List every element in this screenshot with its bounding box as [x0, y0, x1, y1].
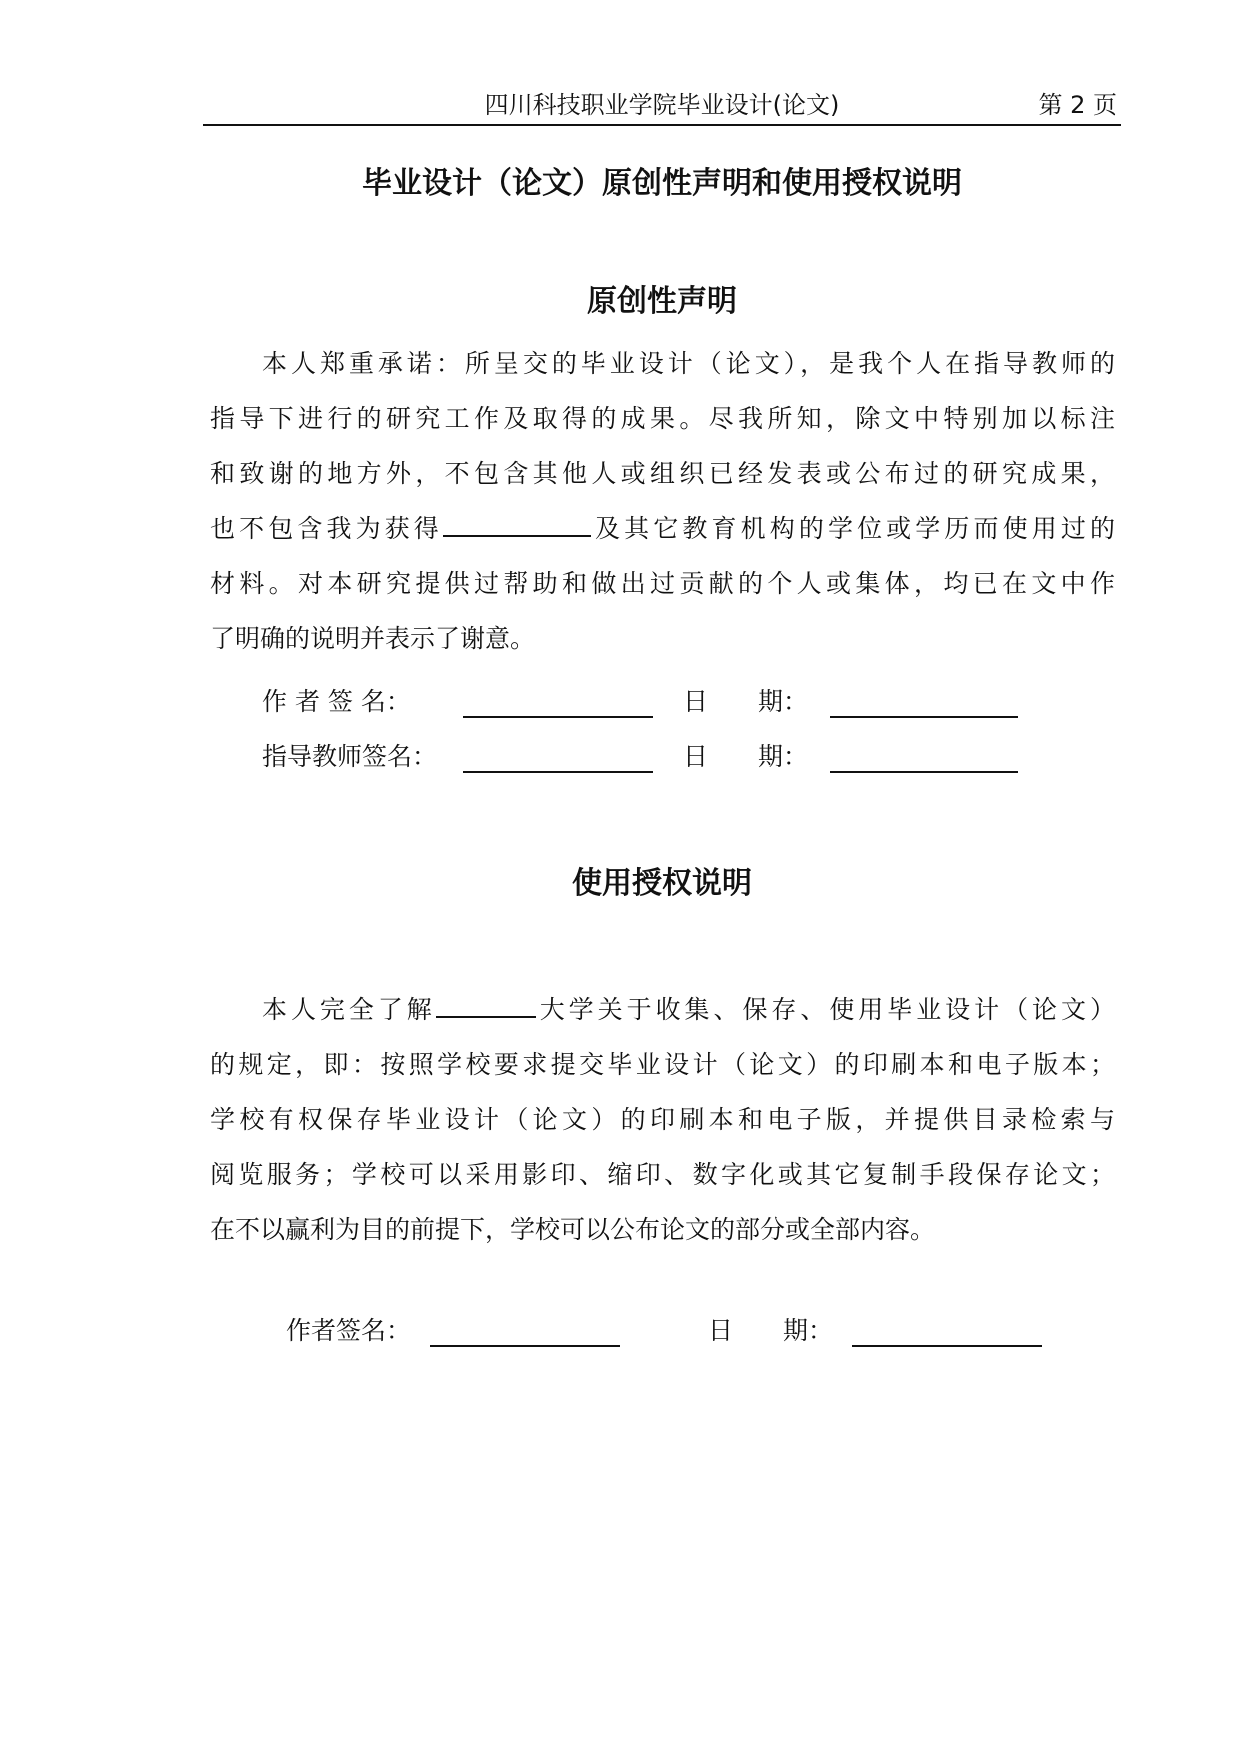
header-title: 四川科技职业学院毕业设计(论文): [484, 91, 840, 119]
originality-line-1: 本人郑重承诺：所呈交的毕业设计（论文），是我个人在指导教师的: [262, 349, 1115, 378]
teacher-signature-label: 指导教师签名：: [262, 742, 438, 771]
teacher-date-label: 日 期：: [683, 742, 809, 771]
author-signature-line[interactable]: [463, 716, 653, 718]
authorization-line-3: 学校有权保存毕业设计（论文）的印刷本和电子版，并提供目录检索与: [210, 1105, 1115, 1134]
authorization-line-1: [262, 982, 1115, 1038]
authorization-line-5: 在不以赢利为目的前提下，学校可以公布论文的部分或全部内容。: [210, 1215, 936, 1244]
authorization-date-label: 日 期：: [708, 1316, 834, 1345]
originality-line-6: 了明确的说明并表示了谢意。: [210, 624, 536, 653]
authorization-signature-row: [0, 1311, 1241, 1351]
authorization-line-1-before: 本人完全了解: [262, 995, 436, 1024]
originality-line-5: 材料。对本研究提供过帮助和做出过贡献的个人或集体，均已在文中作: [210, 569, 1115, 598]
authorization-signature-line[interactable]: [430, 1345, 620, 1347]
page-number: 第 2 页: [1038, 91, 1117, 119]
authorization-signature-label: 作者签名：: [286, 1316, 412, 1345]
author-signature-row: [0, 682, 1241, 722]
degree-blank[interactable]: [443, 513, 591, 537]
teacher-signature-line[interactable]: [463, 771, 653, 773]
authorization-heading: 使用授权说明: [572, 866, 752, 901]
originality-line-2: 指导下进行的研究工作及取得的成果。尽我所知，除文中特别加以标注: [210, 404, 1115, 433]
authorization-line-2: 的规定，即：按照学校要求提交毕业设计（论文）的印刷本和电子版本；: [210, 1050, 1115, 1079]
teacher-signature-row: [0, 737, 1241, 777]
author-date-label: 日 期：: [683, 687, 809, 716]
originality-line-4: [210, 501, 1115, 557]
teacher-date-line[interactable]: [830, 771, 1018, 773]
authorization-line-4: 阅览服务；学校可以采用影印、缩印、数字化或其它复制手段保存论文；: [210, 1160, 1115, 1189]
author-signature-label: 作 者 签 名：: [262, 687, 411, 716]
originality-heading: 原创性声明: [587, 284, 737, 319]
document-title: 毕业设计（论文）原创性声明和使用授权说明: [362, 166, 962, 201]
university-blank[interactable]: [436, 994, 536, 1018]
authorization-line-1-after: 大学关于收集、保存、使用毕业设计（论文）: [535, 995, 1115, 1024]
originality-line-4-before: 也不包含我为获得: [210, 514, 443, 543]
page-header: [203, 84, 1121, 126]
originality-line-3: 和致谢的地方外，不包含其他人或组织已经发表或公布过的研究成果，: [210, 459, 1115, 488]
originality-line-4-after: 及其它教育机构的学位或学历而使用过的: [590, 514, 1115, 543]
authorization-date-line[interactable]: [852, 1345, 1042, 1347]
author-date-line[interactable]: [830, 716, 1018, 718]
